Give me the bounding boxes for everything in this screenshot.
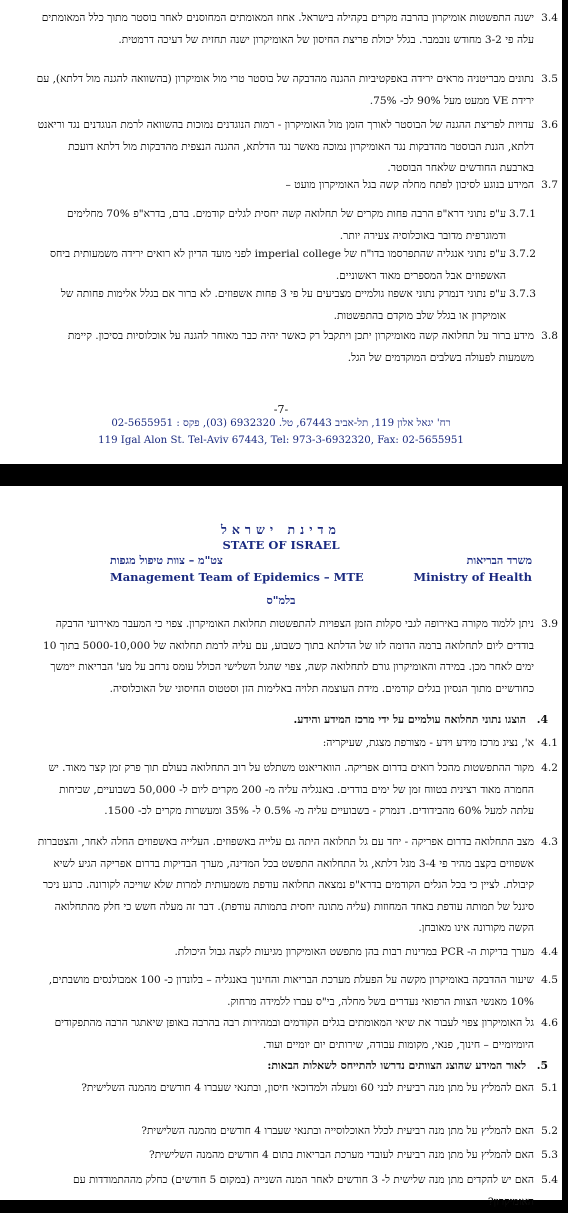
paragraph-number: 3.7.1 (509, 208, 536, 220)
paragraph-text: מערך בדיקות ה- PCR במדינות רבות בהן מתפשט האומיקרון מגיעות לקצה גבול היכולת. (174, 946, 534, 958)
mte-hebrew: צט"מ – צוות טיפול מגפות (110, 554, 223, 567)
paragraph-5-2 (36, 1121, 558, 1143)
paragraph-text: נתונים מבריטניה מראים ירידה באפקטיביות ההגנה מהדבקה של בוסטר טרי מול אומיקרון (בהשוואה להגנה מול דלתא), עם ירידת VE ממעט מעל 90% לכ- 75%. (36, 73, 534, 107)
paragraph-3-7-1 (36, 204, 536, 247)
paragraph-text: ע"פ נתוני דנמרק נתוני אשפוז גולמיים מצביעים על פי 3 פחות אשפוזים. לא ברור אם בגלל אלימות פחותה של אומיקרון או בגלל שלב מוקדם בהתפשטות. (60, 288, 506, 322)
paragraph-number: 3.9 (541, 618, 558, 630)
paragraph-5-1 (36, 1078, 558, 1100)
paragraph-text: מידע ברור על תחלואה קשה מאומיקרון יתכן ויתקבל רק כאשר יהיה כבר מאוחר להגנה על אוכלוסיות בסיכון. קיימת משמעות לפעולה בשלבים המוקדמים של הגל. (67, 330, 534, 364)
paragraph-text: עדויות לפריצת ההגנה של הבוסטר לאורך הזמן מול האומיקרון - רמות הנוגדנים נמוכות בהשוואה לרמת הנוגדנים נגד וריאנט דלתא, הגנת הבוסטר מהדבקות נגד האומיקרון נמוכה מאשר נגד הדלתא, ההגנה הנצפית מהדבקות מול דלתא דועכת בארבעת החודשים שלאחר הבוסטר. (37, 119, 534, 174)
ministry-of-health-english: Ministry of Health (413, 570, 532, 584)
paragraph-3-8 (36, 326, 558, 369)
section-heading-4 (40, 710, 548, 730)
paragraph-number: 4.1 (541, 737, 558, 749)
paragraph-number: 4.5 (541, 974, 558, 986)
paragraph-number: 5.3 (541, 1149, 558, 1161)
paragraph-3-4 (36, 8, 558, 51)
section-heading-5 (40, 1056, 548, 1076)
paragraph-text: ניתן ללמוד מקורה באירופה לגבי סקלות הזמן הצפויות להתפשטות תחלואת האומיקרון. צפוי כי המעבר מאירועי הדבקה בודדים ליום לתחלואה ברמה הדומה לזו של הדלתא בתוך כשבוע, עם עליה לרמת תחלואה של 5000-10,000 בתוך 10 ימים לאחר מכן. במידה והאומיקרון גורם לתחלואה קשה, צפוי שהגל השלישי הכולל עומס נרחב על מע' הבריאות יימשך כחודשיים מתוך הנסיון בגלים קודמים. מידת העוצמה תלויה באלימות הזן וסטטוס החיסוני של האוכלוסיה. (42, 618, 534, 695)
paragraph-number: 5.2 (541, 1125, 558, 1137)
paragraph-text: המידע בנוגע לסיכון לפתח מחלה קשה בגל האומיקרון מועט – (285, 179, 534, 191)
paragraph-number: 3.4 (541, 12, 558, 24)
paragraph-5-3 (36, 1145, 558, 1167)
paragraph-number: 3.7.2 (509, 248, 536, 260)
page-number: -7- (273, 403, 289, 416)
paragraph-text: האם יש להקדים מתן מנה שלישית ל- 3 חודשים לאחר המנה השנייה (במקום 5 חודשים) כחלק מההתמודדות עם האומיקרון? (73, 1174, 534, 1208)
section-title: לאור המידע שהוצג הצוותים נדרשו להתייחס לשאלות הבאות: (267, 1059, 526, 1072)
paragraph-4-3 (36, 832, 558, 940)
paragraph-3-5 (36, 69, 558, 112)
paragraph-text: גל האומיקרון צפוי לעבור את שיאי המאומתים בגלים הקודמים ובמהירות רבה בהרבה באופן שיאתגר הרבה מהתפקודים היומיומיים – חינוך, פנאי, מקומות עבודה, שירותים יום יומיים ועוד. (54, 1017, 534, 1051)
mte-english: Management Team of Epidemics – MTE (110, 570, 364, 584)
ministry-of-health-hebrew: משרד הבריאות (466, 554, 532, 567)
paragraph-number: 4.3 (541, 836, 558, 848)
paragraph-text: מצב התחלואה בדרום אפריקה - יחד עם גל תחלואה היתה גם עלייה באשפוזים. העלייה באשפוזים החלה לאחר, והצטברות אשפוזים בקצב מהיר פי 3-4 מגל דלתא, גל התחלואה התפשט בכל המדינה, מערך הבדיקות בדרום אפריקה הגיע לשיא קיבולת. לציין כי בכל הגלים הקודמים בדרא"פ נמצאה תחלואה עודפת משמעותית למרות שלא שוייכה לקורונה. כרגע ניכר סיגנל של תמותה עודפת באחד המחוזות (עליה מתונה יחסית בתמותה עודפת). דבר זה מעלה חשש כי חלק מהתחלואה הקשה מקורונה אינו מאובחן. (37, 836, 534, 934)
paragraph-4-4 (36, 942, 558, 964)
paragraph-number: 4.2 (541, 762, 558, 774)
paragraph-4-1 (36, 733, 558, 755)
state-of-israel-hebrew: מדינת ישראל (221, 522, 341, 537)
paragraph-text: האם להמליץ על מתן מנה רביעית לעובדי מערכת הבריאות בתום 4 חודשים מהמנה השלישית? (149, 1149, 534, 1161)
footer-address-english: 119 Igal Alon St. Tel-Aviv 67443, Tel: 973-3-6932320, Fax: 02-5655951 (98, 435, 464, 446)
paragraph-3-6 (36, 115, 558, 180)
section-number: 5. (536, 1059, 548, 1072)
paragraph-5-4 (36, 1170, 558, 1213)
classification-label: בלמ"ס (266, 594, 296, 607)
document-page-7 (0, 0, 562, 464)
section-title: הוצגו נתוני תחלואה עולמיים על ידי מרכז המידע והידע. (293, 713, 526, 726)
paragraph-number: 3.8 (541, 330, 558, 342)
paragraph-text: האם להמליץ על מתן מנה רביעית לבני 60 ומעלה ולמדוכאי חיסון, ובתנאי שעברו 4 חודשים מהמנה השלישית? (81, 1082, 534, 1094)
paragraph-text: ישנה התפשטות אומיקרון בהרבה מקרים בקהילה בישראל. אחוז המאומתים המחוסנים לאחר בוסטר מתוך כלל המאומתים עלה פי 3-2 מחודש נובמבר. בגלל יכולת פריצת החיסון של האומיקרון ישנה תחזית של דעיכה דרמטית. (41, 12, 534, 46)
paragraph-number: 4.6 (541, 1017, 558, 1029)
section-number: 4. (536, 713, 548, 726)
paragraph-number: 3.5 (541, 73, 558, 85)
paragraph-text: מקור ההתפשטות מהכל רואים בדרום אפריקה. הוואריאנט משתלט על רוב התחלואה בעולם תוך פרק זמן קצר מאוד. יש החמרה מאוד רצינית בטווח זמן של ימים בודדים. באנגליה עליה מ- 200 מקרים ליום ל- 50,000 בשבועיים, שכיחות עלתה למעל 60% מהבידודים. דנמרק - בשבועיים עליה מ- 0.5% ל- 35% ומעשרות מקרים לכ- 1500. (48, 762, 534, 817)
paragraph-text: ע"פ נתוני דרא"פ הרבה פחות מקרים של תחלואה קשה יחסית לגלים קודמים. ברם, בדרא"פ 70% מחלימים ודמוגרפית מדובר באוכלוסיה צעירה יותר. (66, 208, 506, 242)
paragraph-text: שיעור ההדבקה באומיקרון מקשה על הפעלת מערכת הבריאות והחינוך באנגליה – בלונדון כ- 100 אמבולנסים מושבתים, 10% מאנשי הצוות הרפואי נעדרים בשל מחלה, בי"ס עברו ללמידה מרחוק. (48, 974, 534, 1008)
footer-address-hebrew: רח' יגאל אלון 119, תל-אביב 67443, טל. 6932320 (03), פקס : 02-5655951 (111, 418, 451, 429)
paragraph-4-5 (36, 970, 558, 1013)
paragraph-text: האם להמליץ על מתן מנה רביעית לכלל האוכלוסייה ובתנאי שעברו 4 חודשים מהמנה השלישית? (141, 1125, 534, 1137)
state-of-israel-english: STATE OF ISRAEL (222, 538, 340, 552)
paragraph-4-2 (36, 758, 558, 823)
paragraph-number: 3.7 (541, 179, 558, 191)
paragraph-3-7-3 (36, 284, 536, 327)
paragraph-text: ע"פ נתוני אנגליה שהתפרסמו בדו"ח של imperial college לפני מועד הדיון לא רואים ירידה משמעותית ביחס האשפוזים אבל המספרים מאוד ראשוניים. (49, 248, 506, 282)
paragraph-number: 3.7.3 (509, 288, 536, 300)
paragraph-number: 5.4 (541, 1174, 558, 1186)
document-page-8 (0, 486, 562, 1208)
paragraph-4-6 (36, 1013, 558, 1056)
paragraph-number: 4.4 (541, 946, 558, 958)
paragraph-3-7 (36, 175, 558, 197)
paragraph-3-7-2 (36, 244, 536, 287)
paragraph-3-9 (36, 614, 558, 700)
paragraph-number: 5.1 (541, 1082, 558, 1094)
paragraph-number: 3.6 (541, 119, 558, 131)
paragraph-text: א', נציג מרכז מידע וידע - מצורפת מצגת, שעיקריה: (322, 737, 534, 749)
